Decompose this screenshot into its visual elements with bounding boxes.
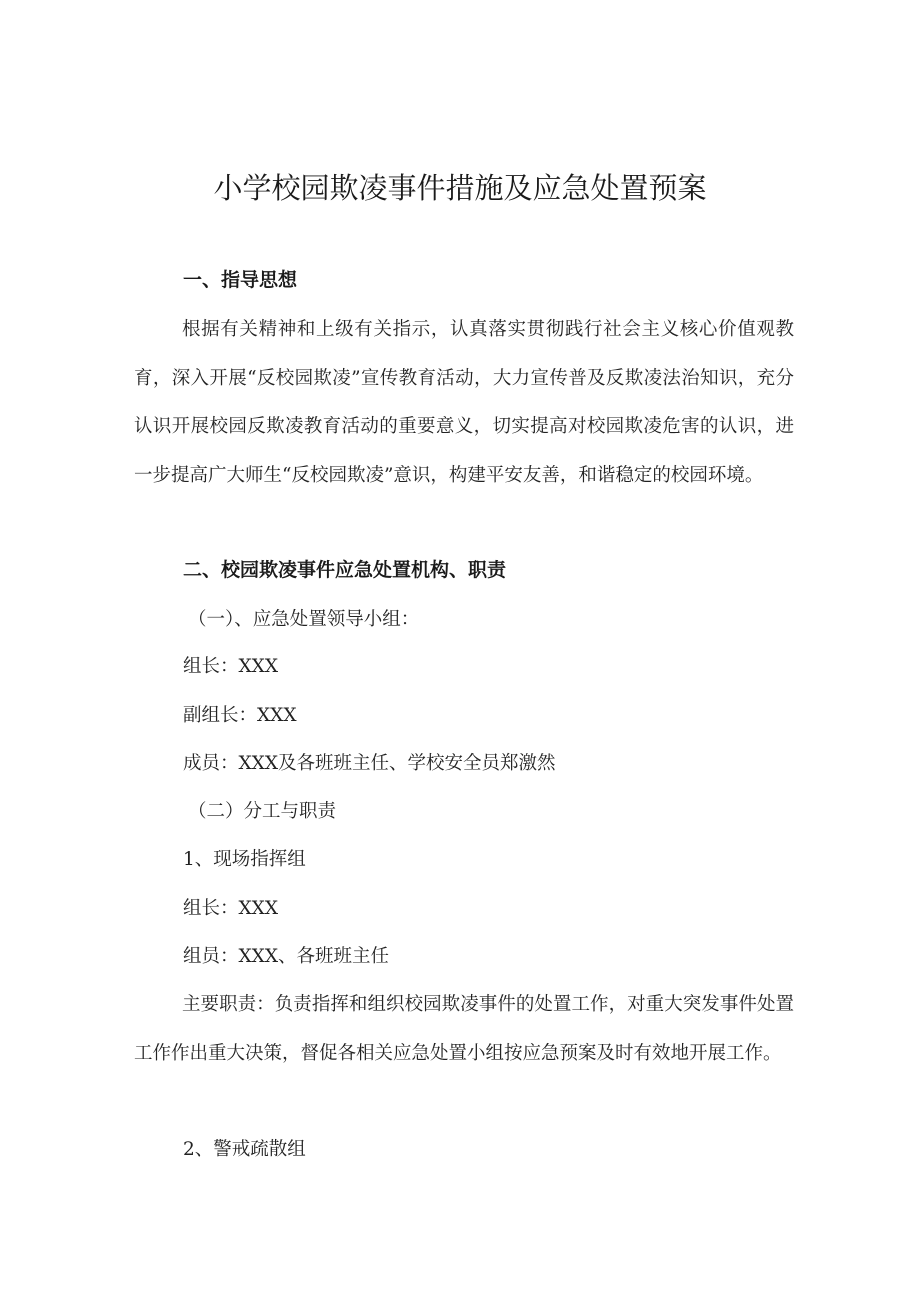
subsection-leadership-group: （一）、应急处置领导小组：	[188, 609, 420, 630]
subsection-division-of-duties: （二）分工与职责	[188, 801, 337, 822]
group1-leader-line: 组长：XXX	[183, 898, 279, 919]
group2-title: 2、警戒疏散组	[183, 1139, 306, 1160]
section-heading-emergency-organization: 二、校园欺凌事件应急处置机构、职责	[183, 559, 507, 581]
leader-line: 组长：XXX	[183, 656, 279, 677]
members-line: 成员：XXX及各班班主任、学校安全员郑激然	[183, 753, 556, 774]
group1-duties-paragraph: 主要职责：负责指挥和组织校园欺凌事件的处置工作，对重大突发事件处置工作作出重大决策，督促各相关应急处置小组按应急预案及时有效地开展工作。	[134, 994, 794, 1064]
document-title: 小学校园欺凌事件措施及应急处置预案	[213, 171, 707, 205]
group1-members-line: 组员：XXX、各班班主任	[183, 946, 390, 967]
section-heading-guiding-ideology: 一、指导思想	[183, 269, 298, 291]
group1-title: 1、现场指挥组	[183, 849, 306, 870]
guiding-ideology-paragraph: 根据有关精神和上级有关指示，认真落实贯彻践行社会主义核心价值观教育，深入开展“反校园欺凌”宣传教育活动，大力宣传普及反欺凌法治知识，充分认识开展校园反欺凌教育活动的重要意义，切实提高对校园欺凌危害的认识，进一步提高广大师生“反校园欺凌”意识，构建平安友善，和谐稳定的校园环境。	[134, 319, 794, 486]
deputy-leader-line: 副组长：XXX	[183, 705, 297, 726]
